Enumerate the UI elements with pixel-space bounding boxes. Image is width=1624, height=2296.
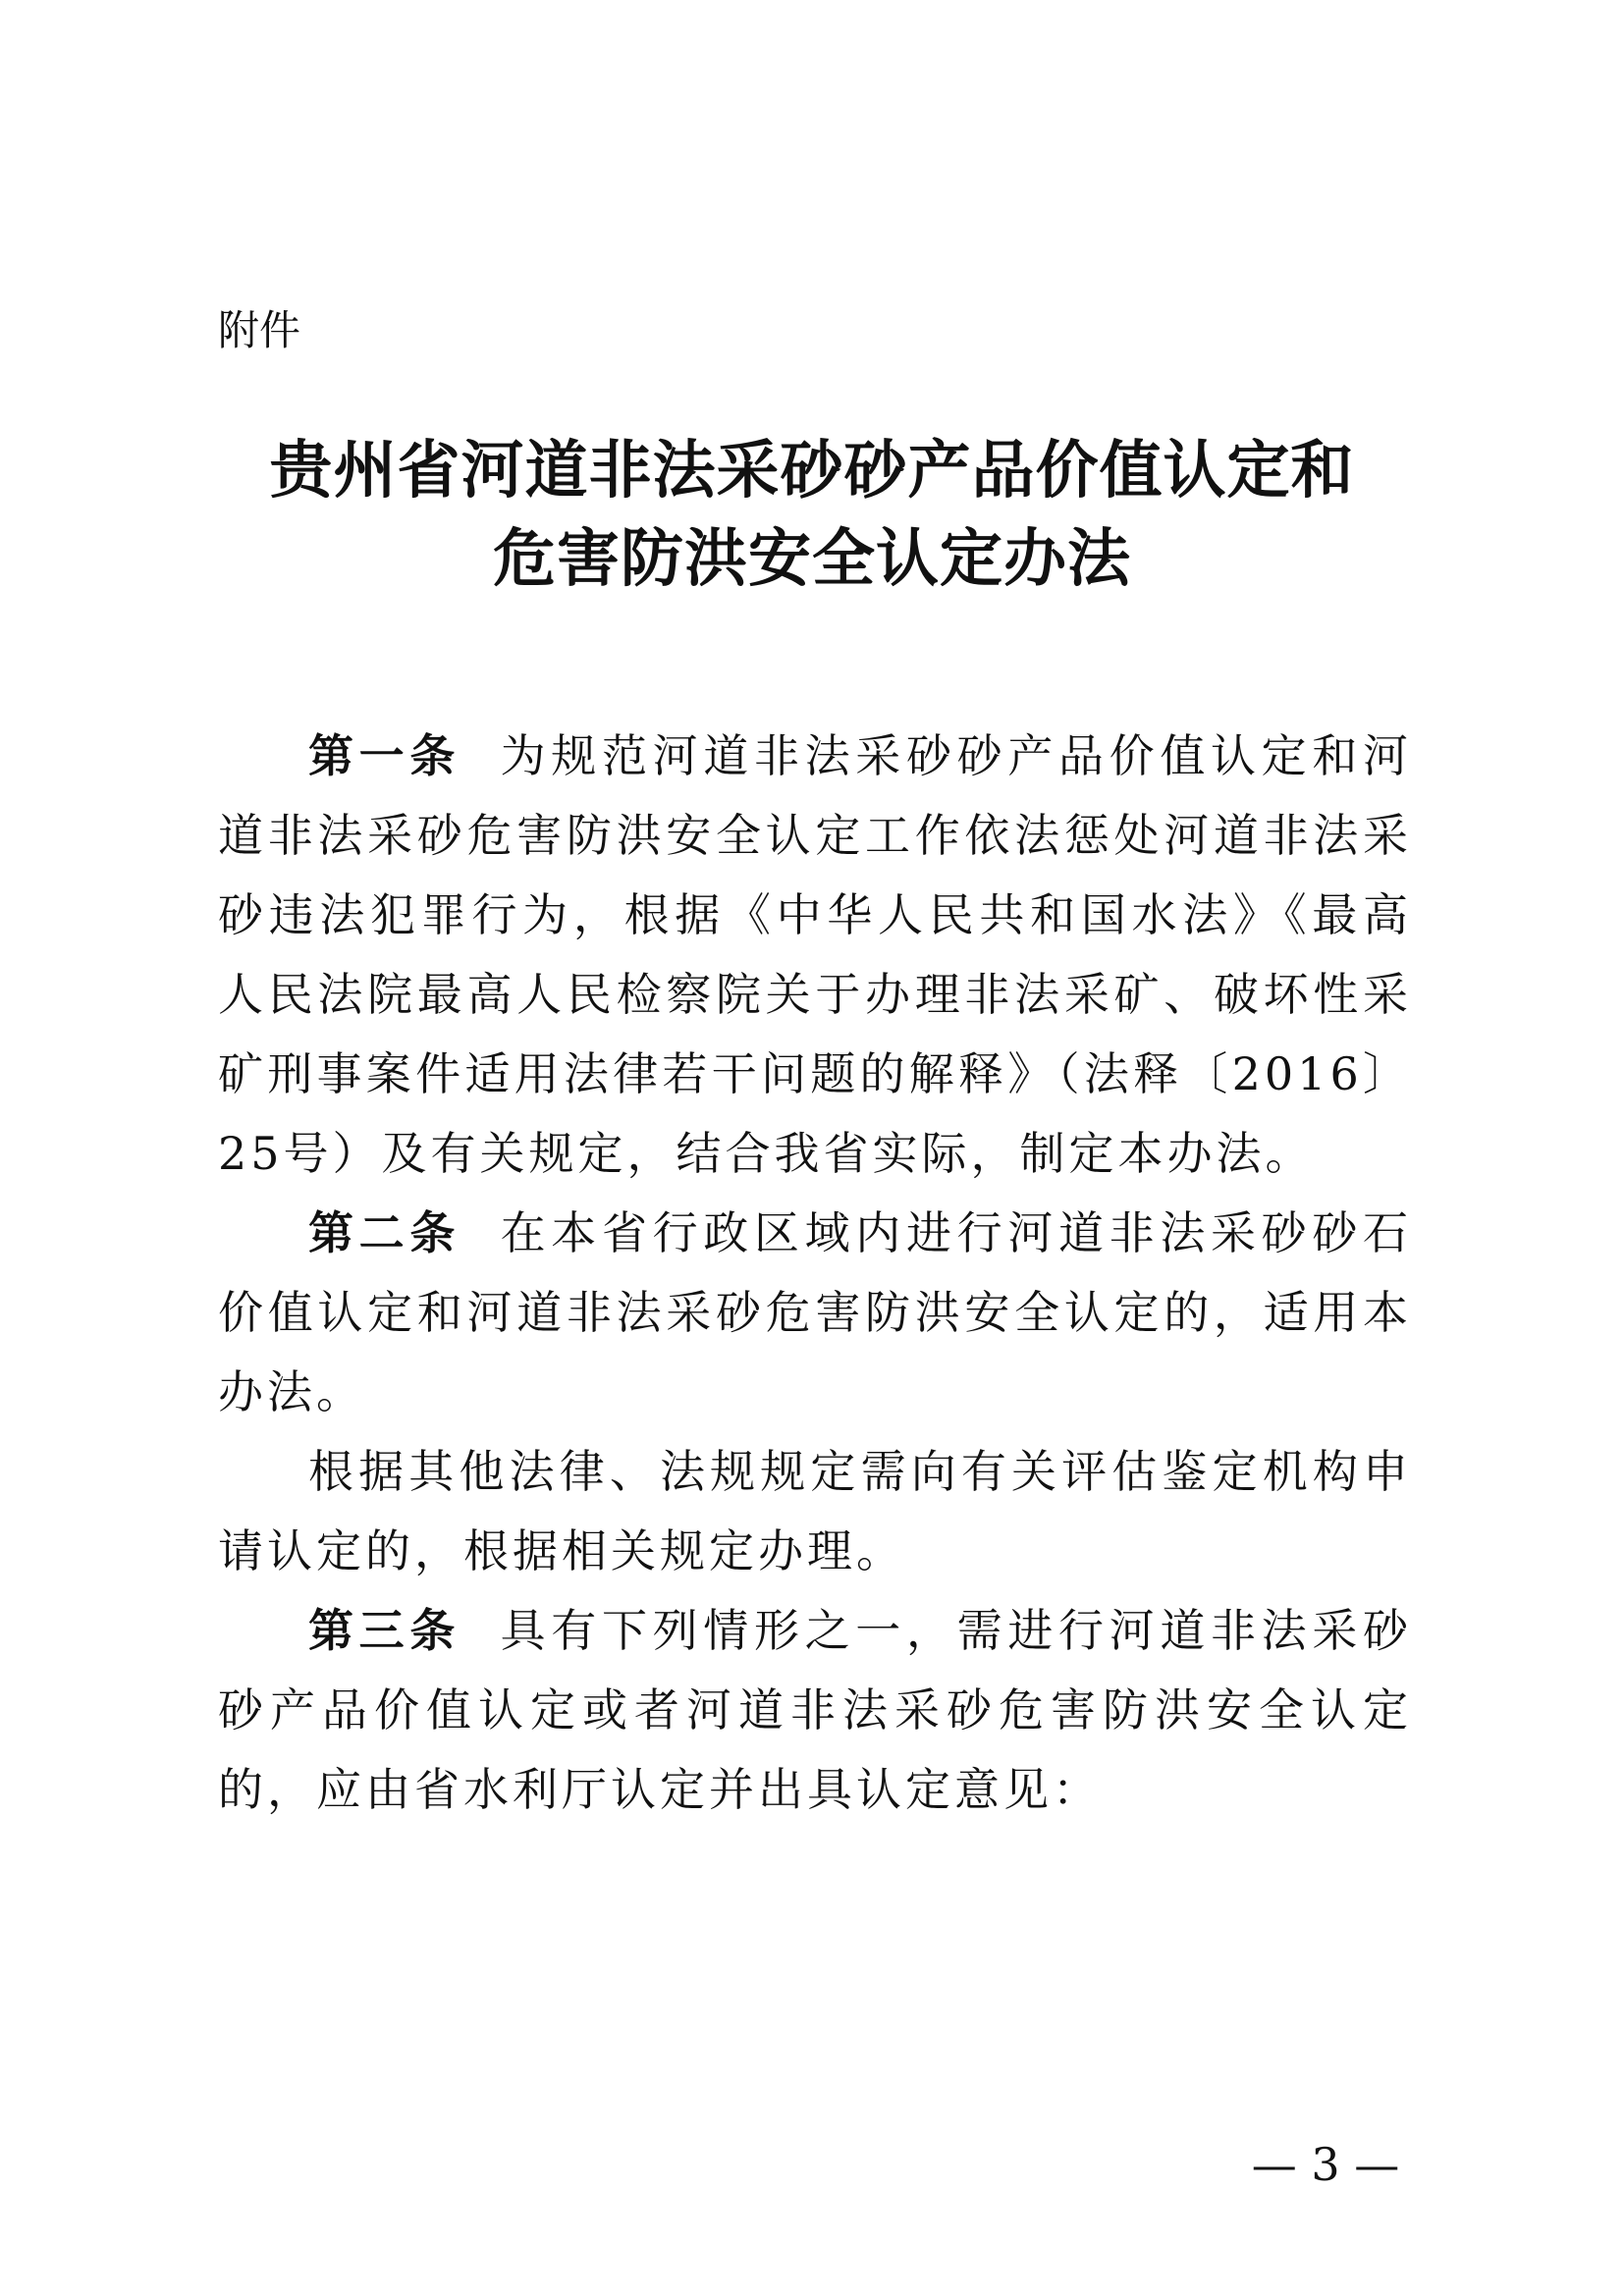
document-body [218,717,1412,1830]
article-2-text: 在本省行政区域内进行河道非法采砂砂石价值认定和河道非法采砂危害防洪安全认定的，适用本办法。 [218,1206,1413,1418]
article-2 [218,1194,1412,1432]
article-1 [218,717,1412,1194]
article-2-paragraph-2 [218,1432,1412,1591]
article-3-label: 第三条 [308,1604,461,1657]
attachment-label: 附件 [218,306,301,354]
document-title-line-1: 贵州省河道非法采砂砂产品价值认定和 [269,434,1355,507]
article-3 [218,1591,1412,1830]
article-1-text: 为规范河道非法采砂砂产品价值认定和河道非法采砂危害防洪安全认定工作依法惩处河道非法采砂违法犯罪行为，根据《中华人民共和国水法》《最高人民法院最高人民检察院关于办理非法采矿、破坏性采矿刑事案件适用法律若干问题的解释》（法释〔2016〕25号）及有关规定，结合我省实际，制定本办法。 [218,729,1413,1180]
page-number: — 3 — [1251,2138,1400,2191]
article-3-text: 具有下列情形之一，需进行河道非法采砂砂产品价值认定或者河道非法采砂危害防洪安全认定的，应由省水利厅认定并出具认定意见： [218,1604,1413,1816]
article-2-label: 第二条 [308,1206,461,1259]
article-1-label: 第一条 [308,729,461,782]
article-2-paragraph-2-text: 根据其他法律、法规规定需向有关评估鉴定机构申请认定的，根据相关规定办理。 [218,1445,1412,1577]
document-title-line-2: 危害防洪安全认定办法 [493,522,1131,596]
